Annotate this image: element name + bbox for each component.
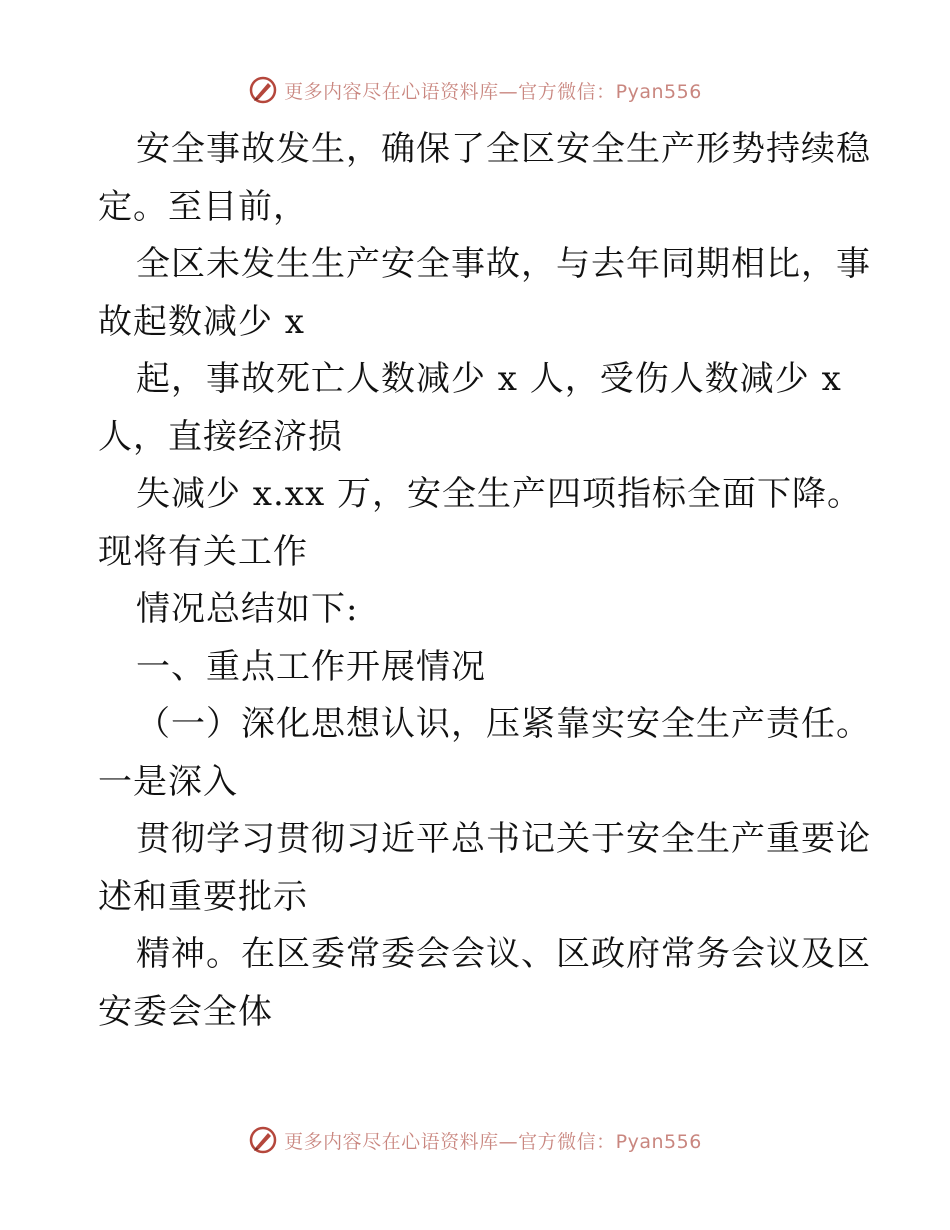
paragraph-line: 人，直接经济损 [98,416,343,457]
header-watermark [0,70,950,110]
paragraph-line: 故起数减少 x [98,301,305,342]
paragraph-line: 全区未发生生产安全事故，与去年同期相比，事 [136,244,871,284]
paragraph-line: 情况总结如下: [136,589,359,629]
document-body [98,121,871,1041]
watermark-text: 更多内容尽在心语资料库—官方微信：Pyan556 [284,80,702,103]
footer-watermark [0,1120,950,1160]
paragraph-line: 一是深入 [98,761,238,802]
paragraph-line: 述和重要批示 [98,876,308,917]
paragraph-line: 贯彻学习贯彻习近平总书记关于安全生产重要论 [136,819,871,859]
paragraph-line: 精神。在区委常委会会议、区政府常务会议及区 [136,934,871,974]
watermark-text: 更多内容尽在心语资料库—官方微信：Pyan556 [284,1130,702,1153]
pen-logo-icon [248,75,278,105]
pen-logo-icon [248,1125,278,1155]
section-heading: 一、重点工作开展情况 [136,646,486,687]
paragraph-line: 失减少 x.xx 万，安全生产四项指标全面下降。 [136,474,862,514]
paragraph-line: 安委会全体 [98,991,273,1032]
paragraph-line: 安全事故发生，确保了全区安全生产形势持续稳 [136,129,871,169]
paragraph-line: 起，事故死亡人数减少 x 人，受伤人数减少 x [136,359,842,399]
paragraph-line: （一）深化思想认识，压紧靠实安全生产责任。 [136,704,871,744]
paragraph-line: 定。至目前， [98,186,308,227]
paragraph-line: 现将有关工作 [98,531,308,572]
